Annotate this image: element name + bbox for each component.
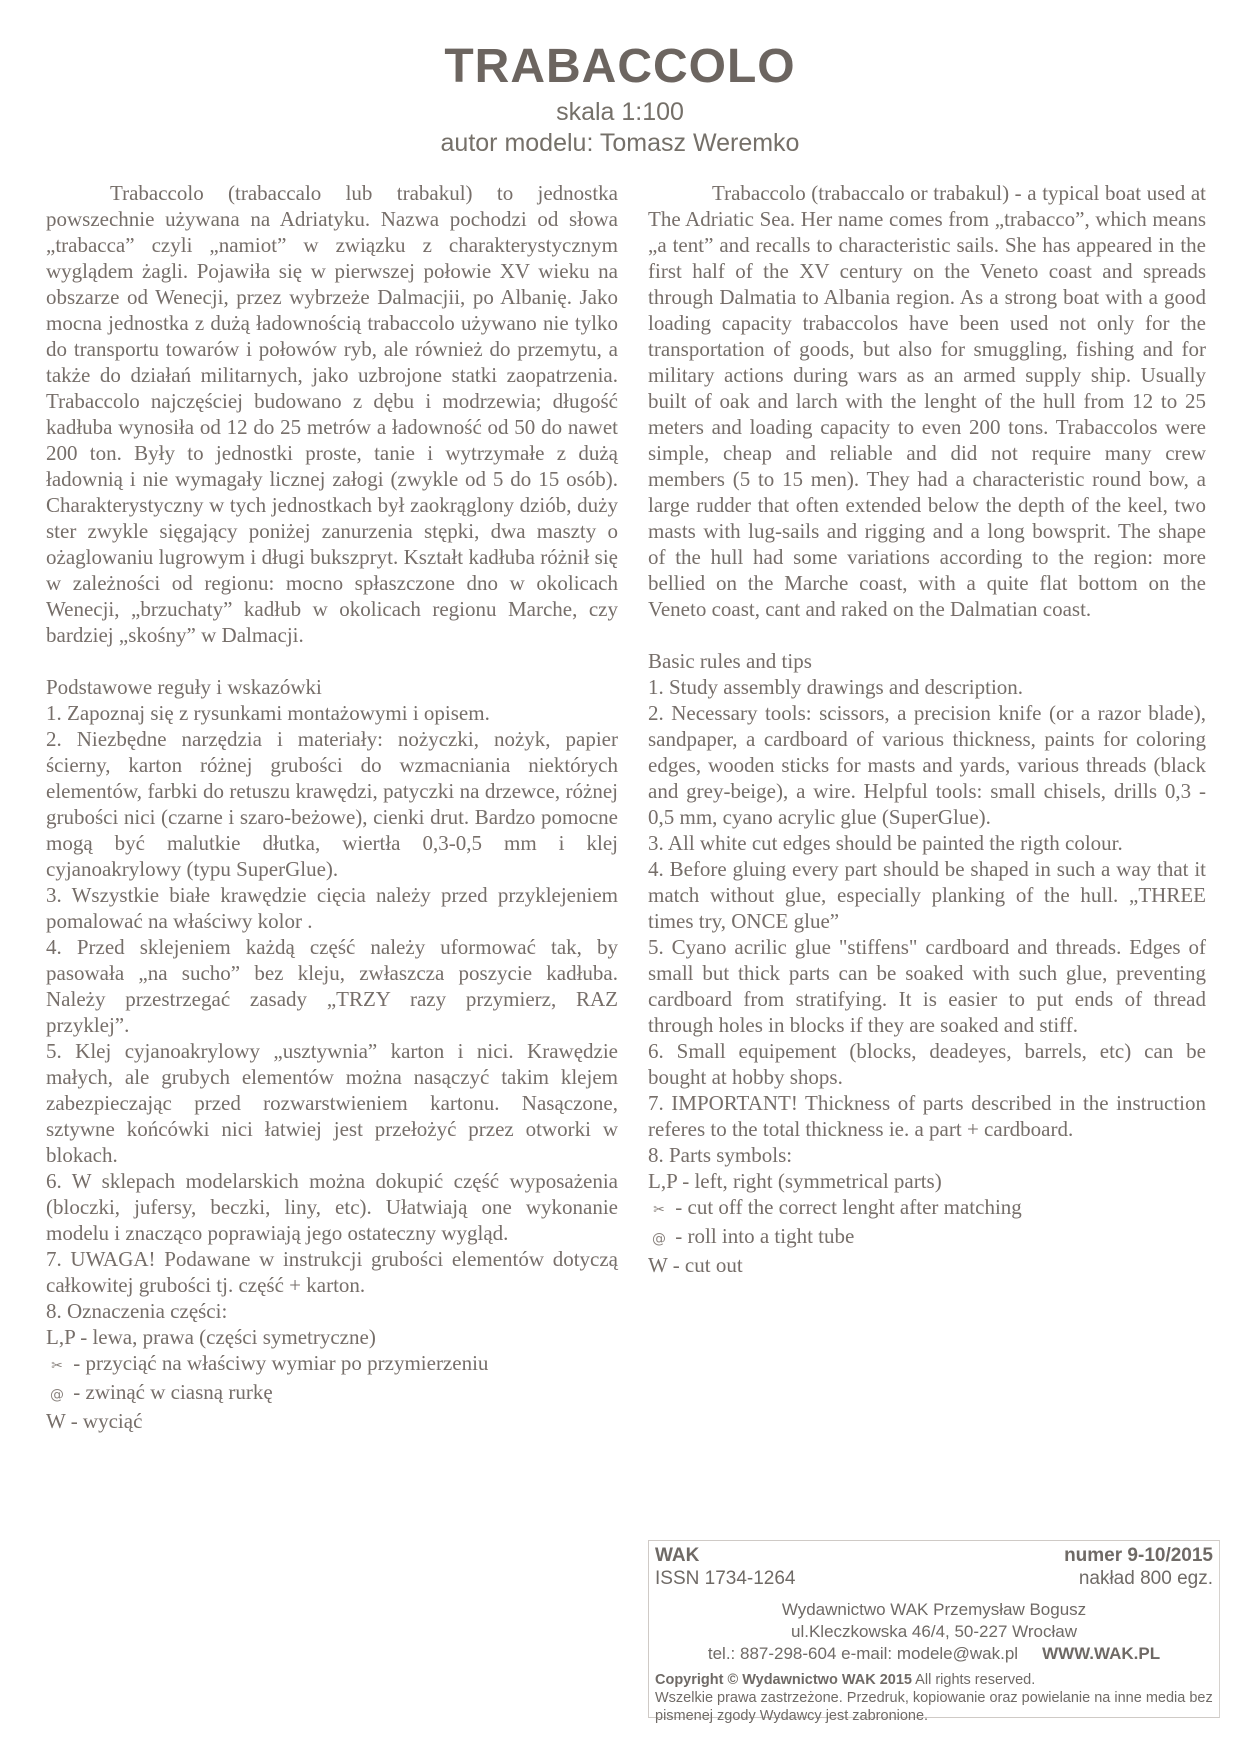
symbol-text: - zwinąć w ciasną rurkę — [68, 1380, 273, 1404]
spiral-icon: @ — [50, 1387, 64, 1403]
spiral-icon: @ — [652, 1231, 666, 1247]
polish-symbol-lp — [46, 1324, 618, 1350]
symbol-text: L,P - left, right (symmetrical parts) — [648, 1169, 942, 1193]
author-label: autor modelu: Tomasz Weremko — [440, 129, 800, 157]
issn-label: ISSN 1734-1264 — [655, 1568, 796, 1589]
polish-rule-5: 5. Klej cyjanoakrylowy „usztywnia” karton i nici. Krawędzie małych, ale grubych elementów można nasączyć takim klejem zabezpieczając przed rozwarstwieniem kartonu. Nasączone, sztywne końcówki nici łatwiej jest przełożyć przez otworki w blokach. — [46, 1039, 618, 1167]
copyright-holder: Copyright © Wydawnictwo WAK 2015 — [655, 1672, 912, 1688]
polish-rules-heading: Podstawowe reguły i wskazówki — [46, 675, 322, 699]
english-rule-5: 5. Cyano acrilic glue "stiffens" cardboard and threads. Edges of small but thick parts can be soaked with such glue, preventing cardboard from stratifying. It is easier to put ends of thread through holes in blocks if they are soaked and stiff. — [648, 935, 1206, 1037]
polish-rule-3: 3. Wszystkie białe krawędzie cięcia należy przed przyklejeniem pomalować na właściwy kolor . — [46, 883, 618, 933]
symbol-text: W - cut out — [648, 1253, 743, 1277]
english-rule-3: 3. All white cut edges should be painted the rigth colour. — [648, 831, 1123, 855]
scissors-icon: ✂ — [653, 1202, 665, 1218]
english-rule-1: 1. Study assembly drawings and description. — [648, 675, 1024, 699]
symbol-text: - cut off the correct lenght after matching — [670, 1195, 1022, 1219]
issue-number: numer 9-10/2015 — [1064, 1545, 1213, 1566]
circulation-label: nakład 800 egz. — [1078, 1568, 1213, 1589]
polish-symbol-roll — [46, 1379, 618, 1408]
copyright-line — [655, 1671, 1213, 1689]
english-rule-4: 4. Before gluing every part should be shaped in such a way that it match without glue, especially planking of the hull. „THREE times try, ONCE glue” — [648, 857, 1206, 933]
spacer — [648, 622, 1206, 648]
english-rule-7: 7. IMPORTANT! Thickness of parts described in the instruction referes to the total thickness ie. a part + cardboard. — [648, 1091, 1206, 1141]
polish-column — [46, 180, 618, 1434]
english-symbol-cut — [648, 1194, 1206, 1223]
contact-line — [655, 1643, 1213, 1665]
polish-rule-2: 2. Niezbędne narzędzia i materiały: nożyczki, nożyk, papier ścierny, karton różnej grubości do wzmacniania niektórych elementów, farbki do retuszu krawędzi, patyczki na drzewce, różnej grubości nici (czarne i szaro-beżowe), cienki drut. Bardzo pomocne mogą być malutkie dłutka, wiertła 0,3-0,5 mm i klej cyjanoakrylowy (typu SuperGlue). — [46, 727, 618, 881]
polish-symbol-cut — [46, 1350, 618, 1379]
polish-rule-6: 6. W sklepach modelarskich można dokupić część wyposażenia (bloczki, jufersy, beczki, liny, etc). Ułatwiają one wykonanie modelu i znacząco poprawiają jego ostateczny wygląd. — [46, 1169, 618, 1245]
english-rule-2: 2. Necessary tools: scissors, a precision knife (or a razor blade), sandpaper, a cardboard of various thickness, paints for coloring edges, wooden sticks for masts and yards, various threads (black and grey-beige), a wire. Helpful tools: small chisels, drills 0,3 - 0,5 mm, cyano acrylic glue (SuperGlue). — [648, 701, 1206, 829]
publisher-name: Wydawnictwo WAK Przemysław Bogusz — [781, 1600, 1087, 1619]
imprint-second-row — [655, 1567, 1213, 1591]
english-symbol-roll — [648, 1223, 1206, 1252]
english-symbol-w — [648, 1252, 1206, 1278]
scissors-icon: ✂ — [51, 1358, 63, 1374]
polish-rule-8: 8. Oznaczenia części: — [46, 1299, 228, 1323]
english-rule-6: 6. Small equipement (blocks, deadeyes, barrels, etc) can be bought at hobby shops. — [648, 1039, 1206, 1089]
english-intro: Trabaccolo (trabaccalo or trabakul) - a typical boat used at The Adriatic Sea. Her name comes from „trabacco”, which means „a tent” and recalls to characteristic sails. She has appeared in the first half of the XV century on the Veneto coast and spreads through Dalmatia to Albania region. As a strong boat with a good loading capacity trabaccolos have been used not only for the transportation of goods, but also for smuggling, fishing and for military actions during wars as an armed supply ship. Usually built of oak and larch with the lenght of the hull from 12 to 25 meters and loading capacity to even 200 tons. Trabaccolos were simple, cheap and reliable and did not require many crew members (5 to 15 men). They had a characteristic round bow, a large rudder that often extended below the depth of the keel, two masts with lug-sails and rigging and a long bowsprit. The shape of the hull had some variations according to the region: more bellied on the Marche coast, with a quite flat bottom on the Veneto coast, cant and raked on the Dalmatian coast. — [648, 181, 1206, 621]
polish-symbol-w — [46, 1408, 618, 1434]
imprint-box — [648, 1540, 1220, 1724]
polish-rule-4: 4. Przed sklejeniem każdą część należy uformować tak, by pasowała „na sucho” bez kleju, zwłaszcza poszycie kadłuba. Należy przestrzegać zasady „TRZY razy przymierz, RAZ przyklej”. — [46, 935, 618, 1037]
symbol-text: W - wyciąć — [46, 1409, 143, 1433]
contact-info: tel.: 887-298-604 e-mail: modele@wak.pl — [707, 1644, 1019, 1663]
scale-label: skala 1:100 — [556, 98, 684, 126]
website-link[interactable]: WWW.WAK.PL — [1042, 1644, 1161, 1663]
polish-intro: Trabaccolo (trabaccalo lub trabakul) to jednostka powszechnie używana na Adriatyku. Nazwa pochodzi od słowa „trabacca” czyli „namiot” w związku z charakterystycznym wyglądem żagli. Pojawiła się w pierwszej połowie XV wieku na obszarze od Wenecji, przez wybrzeże Dalmacjii, po Albanię. Jako mocna jednostka z dużą ładownością trabaccolo używano nie tylko do transportu towarów i połowów ryb, ale również do przemytu, a także do działań militarnych, jako uzbrojone statki zaopatrzenia. Trabaccolo najczęściej budowano z dębu i modrzewia; długość kadłuba wynosiła od 12 do 25 metrów a ładowność od 50 do nawet 200 ton. Były to jednostki proste, tanie i wytrzymałe z dużą ładownią i nie wymagały licznej załogi (zwykle od 5 do 15 osób). Charakterystyczny w tych jednostkach był zaokrąglony dziób, duży ster zwykle sięgający poniżej zanurzenia stępki, dwa maszty o ożaglowaniu lugrowym i długi bukszpryt. Kształt kadłuba różnił się w zależności od regionu: mocno spłaszczone dno w okolicach Wenecji, „brzuchaty” kadłub w okolicach regionu Marche, czy bardziej „skośny” w Dalmacji. — [46, 181, 618, 647]
page-title: TRABACCOLO — [444, 40, 796, 93]
page-header — [0, 38, 1240, 158]
english-rule-8: 8. Parts symbols: — [648, 1143, 793, 1167]
brand-name: WAK — [655, 1545, 700, 1566]
polish-rule-1: 1. Zapoznaj się z rysunkami montażowymi i opisem. — [46, 701, 490, 725]
english-rules-heading: Basic rules and tips — [648, 649, 812, 673]
symbol-text: - przyciąć na właściwy wymiar po przymierzeniu — [68, 1351, 489, 1375]
publisher-address: ul.Kleczkowska 46/4, 50-227 Wrocław — [791, 1622, 1077, 1641]
symbol-text: - roll into a tight tube — [670, 1224, 855, 1248]
copyright-notice: Wszelkie prawa zastrzeżone. Przedruk, kopiowanie oraz powielanie na inne media bez pismenej zgody Wydawcy jest zabronione. — [655, 1690, 1213, 1724]
english-symbol-lp — [648, 1168, 1206, 1194]
english-column — [648, 180, 1206, 1278]
symbol-text: L,P - lewa, prawa (części symetryczne) — [46, 1325, 376, 1349]
spacer — [46, 648, 618, 674]
rights-reserved: All rights reserved. — [911, 1672, 1036, 1688]
imprint-top-row — [655, 1545, 1213, 1567]
polish-rule-7: 7. UWAGA! Podawane w instrukcji grubości elementów dotyczą całkowitej grubości tj. część + karton. — [46, 1247, 618, 1297]
